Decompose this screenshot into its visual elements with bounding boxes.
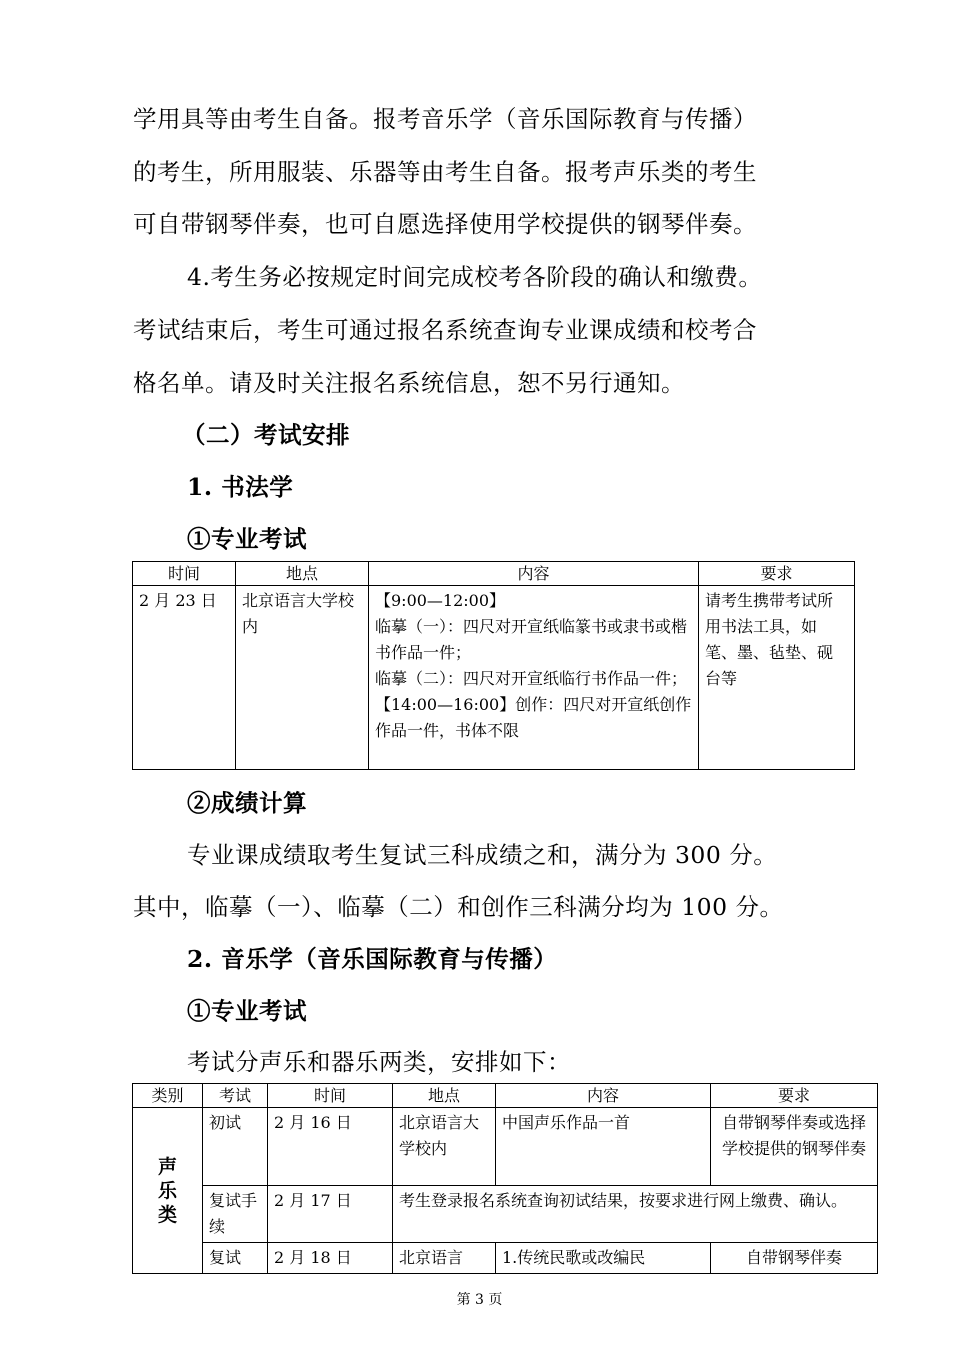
paragraph-line: 格名单。请及时关注报名系统信息，恕不另行通知。 xyxy=(133,369,685,397)
page-number: 第 3 页 xyxy=(456,1292,503,1308)
table-cell-requirement: 自带钢琴伴奏 xyxy=(711,1243,878,1274)
content-line: 【9:00—12:00】 xyxy=(375,591,506,610)
paragraph-line: 学用具等由考生自备。报考音乐学（音乐国际教育与传播） xyxy=(133,105,757,133)
table-cell-place: 北京语言 xyxy=(393,1243,496,1274)
table-cell-time: 2 月 18 日 xyxy=(268,1243,393,1274)
calligraphy-exam-table xyxy=(132,561,855,770)
content-line: 临摹（二）：四尺对开宣纸临行书作品一件； xyxy=(375,669,688,688)
table-cell-place: 北京语言大学校内 xyxy=(236,586,369,770)
table-cell-requirement: 请考生携带考试所用书法工具，如笔、墨、毡垫、砚台等 xyxy=(699,586,855,770)
table-header: 要求 xyxy=(711,1084,878,1108)
content-line: 【14:00—16:00】创作：四尺对开宣纸创作作品一件，书体不限 xyxy=(375,695,692,740)
table-header: 内容 xyxy=(369,562,699,586)
table-cell-exam: 复试手续 xyxy=(203,1186,268,1243)
table-cell-content: 1.传统民歌或改编民 xyxy=(496,1243,711,1274)
paragraph-line: 其中，临摹（一）、临摹（二）和创作三科满分均为 100 分。 xyxy=(133,893,784,921)
table-header: 要求 xyxy=(699,562,855,586)
table-cell-requirement: 自带钢琴伴奏或选择学校提供的钢琴伴奏 xyxy=(711,1108,878,1186)
section-heading: （二）考试安排 xyxy=(182,421,350,449)
table-cell-time: 2 月 23 日 xyxy=(133,586,236,770)
table-header: 时间 xyxy=(133,562,236,586)
paragraph-line: 4.考生务必按规定时间完成校考各阶段的确认和缴费。 xyxy=(187,263,763,291)
table-header: 类别 xyxy=(133,1084,203,1108)
table-cell-time: 2 月 16 日 xyxy=(268,1108,393,1186)
paragraph-line: 专业课成绩取考生复试三科成绩之和，满分为 300 分。 xyxy=(187,841,778,869)
table-cell-time: 2 月 17 日 xyxy=(268,1186,393,1243)
subsection-heading: 1. 书法学 xyxy=(187,473,294,501)
table-header: 时间 xyxy=(268,1084,393,1108)
music-exam-table xyxy=(132,1083,878,1274)
paragraph-line: 考试分声乐和器乐两类，安排如下： xyxy=(187,1048,571,1076)
subsection-heading: ①专业考试 xyxy=(187,997,307,1025)
table-header: 考试 xyxy=(203,1084,268,1108)
table-cell-content xyxy=(369,586,699,770)
paragraph-line: 的考生，所用服装、乐器等由考生自备。报考声乐类的考生 xyxy=(133,158,757,186)
table-header: 内容 xyxy=(496,1084,711,1108)
table-cell-exam: 复试 xyxy=(203,1243,268,1274)
table-cell-exam: 初试 xyxy=(203,1108,268,1186)
table-cell-content: 中国声乐作品一首 xyxy=(496,1108,711,1186)
paragraph-line: 可自带钢琴伴奏，也可自愿选择使用学校提供的钢琴伴奏。 xyxy=(133,210,757,238)
table-header: 地点 xyxy=(236,562,369,586)
subsection-heading: ①专业考试 xyxy=(187,525,307,553)
paragraph-line: 考试结束后，考生可通过报名系统查询专业课成绩和校考合 xyxy=(133,316,757,344)
table-cell-merged: 考生登录报名系统查询初试结果，按要求进行网上缴费、确认。 xyxy=(393,1186,878,1243)
content-line: 临摹（一）：四尺对开宣纸临篆书或隶书或楷书作品一件； xyxy=(375,617,688,662)
table-cell-place: 北京语言大学校内 xyxy=(393,1108,496,1186)
subsection-heading: ②成绩计算 xyxy=(187,789,307,817)
subsection-heading: 2. 音乐学（音乐国际教育与传播） xyxy=(187,945,558,973)
table-header: 地点 xyxy=(393,1084,496,1108)
category-cell: 声乐类 xyxy=(133,1108,203,1274)
